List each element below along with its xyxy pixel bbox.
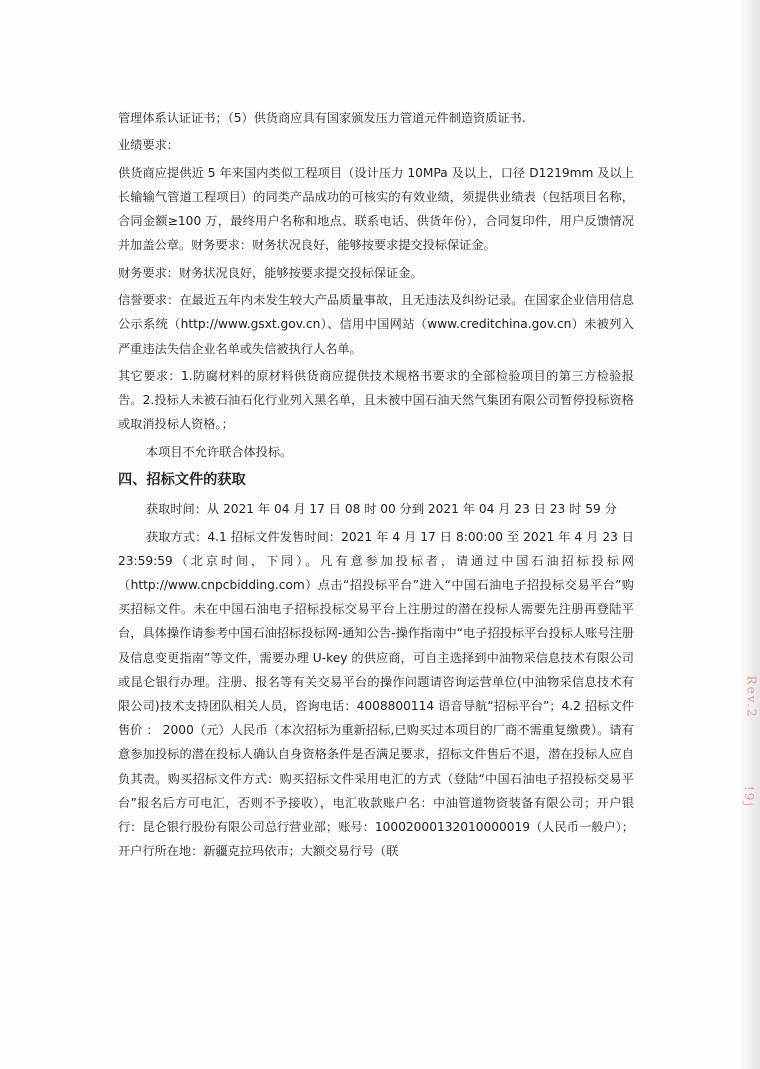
paragraph-credit-requirements: 信誉要求：在最近五年内未发生较大产品质量事故，且无违法及纠纷记录。在国家企业信用信息公示系统（http://www.gsxt.gov.cn）、信用中国网站（www.creditchina.gov.cn）未被列入严重违法失信企业名单或失信被执行人名单。 [118,293,634,356]
paragraph-certificates: 管理体系认证证书；（5）供货商应具有国家颁发压力管道元件制造资质证书. [118,111,526,125]
paragraph-other-requirements: 其它要求：1.防腐材料的原材料供货商应提供技术规格书要求的全部检验项目的第三方检验报告。2.投标人未被石油石化行业列入黑名单，且未被中国石油天然气集团有限公司暂停投标资格或取消投标人资格。； [118,368,634,432]
section-heading: 四、招标文件的获取 [118,472,246,489]
paragraph-acquisition-time: 获取时间：从 2021 年 04 月 17 日 08 时 00 分到 2021 年 04 月 23 日 23 时 59 分 [146,502,617,517]
paragraph-performance-requirements: 供货商应提供近 5 年来国内类似工程项目（设计压力 10MPa 及以上，口径 D1219mm 及以上长输输气管道工程项目）的同类产品成功的可核实的有效业绩，须提供业绩表（包括项目名称，合同金额≥100 万，最终用户名称和地点、联系电话、供货年份），合同复印件，用户反馈情况并加盖公章。财务要求：财务状况良好，能够按要求提交投标保证金。 [118,165,634,253]
paragraph-financial-requirements: 财务要求：财务状况良好，能够按要求提交投标保证金。 [118,265,423,280]
margin-stamp-mark: Rev.2 [744,675,759,719]
paragraph-joint-bid: 本项目不允许联合体投标。 [146,444,293,459]
page-edge-shadow [738,0,760,1069]
margin-stamp-mark-2: !9j [742,785,757,809]
paragraph-acquisition-method: 获取方式：4.1 招标文件发售时间：2021 年 4 月 17 日 8:00:00 至 2021 年 4 月 23 日 23:59:59（北京时间，下同）。凡有意参加投标者，请通过中国石油招标投标网（http://www.cnpcbidding.com）点击“招投标平台”进入“中国石油电子招投标交易平台”购买招标文件。未在中国石油电子招标投标交易平台上注册过的潜在投标人需要先注册再登陆平台，具体操作请参考中国石油招标投标网-通知公告-操作指南中“电子招投标平台投标人账号注册及信息变更指南”等文件，需要办理 U-key 的供应商，可自主选择到中油物采信息技术有限公司或昆仑银行办理。注册、报名等有关交易平台的操作问题请咨询运营单位(中油物采信息技术有限公司)技术支持团队相关人员，咨询电话：4008800114 语音导航“招标平台”；4.2 招标文件售价 ： 2000（元）人民币（本次招标为重新招标,已购买过本项目的厂商不需重复缴费）。请有意参加投标的潜在投标人确认自身资格条件是否满足要求，招标文件售后不退，潜在投标人应自负其责。购买招标文件方式：购买招标文件采用电汇的方式（登陆“中国石油电子招投标交易平台”报名后方可电汇，否则不予接收），电汇收款账户名：中油管道物资装备有限公司；开户银行：昆仑银行股份有限公司总行营业部；账号：10002000132010000019（人民币一般户）；开户行所在地：新疆克拉玛依市；大额交易行号（联 [118,529,634,859]
paragraph-performance-title: 业绩要求： [118,138,179,153]
document-body [118,106,634,867]
